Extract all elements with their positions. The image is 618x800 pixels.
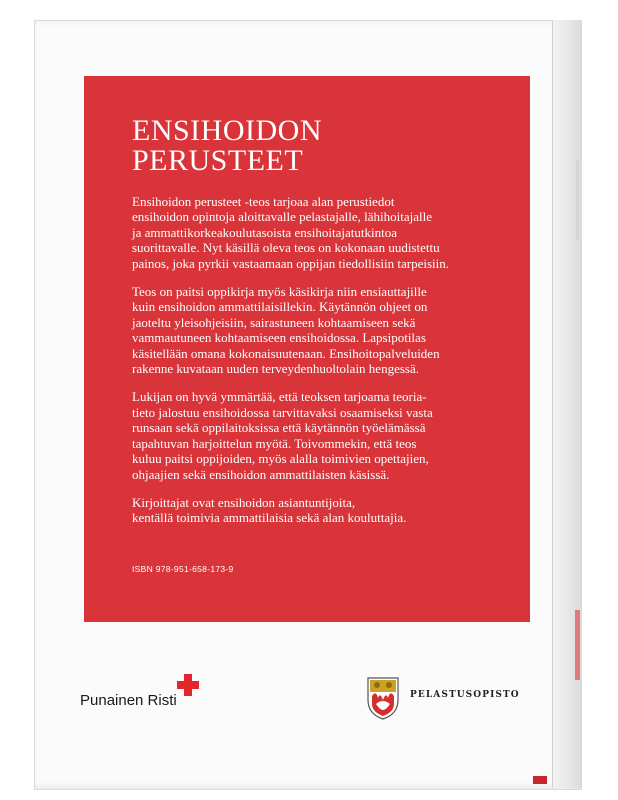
red-cross-logo bbox=[80, 674, 210, 714]
book-title bbox=[132, 116, 322, 176]
pelastusopisto-name: PELASTUSOPISTO bbox=[410, 690, 520, 700]
title-line: PERUSTEET bbox=[132, 144, 304, 177]
blurb-line: Teos on paitsi oppikirja myös käsikirja niin ensiauttajille bbox=[132, 284, 427, 300]
blurb-line: Lukijan on hyvä ymmärtää, että teoksen tarjoama teoria- bbox=[132, 389, 427, 405]
blurb-line: tieto jalostuu ensihoidossa tarvittavaksi osaamiseksi vasta bbox=[132, 404, 433, 420]
blurb-line: Ensihoidon perusteet -teos tarjoaa alan perustiedot bbox=[132, 194, 395, 209]
red-cross-name: Punainen Risti bbox=[80, 692, 177, 709]
red-text-panel bbox=[84, 76, 530, 622]
blurb-line: käsitellään omana kokonaisuutenaan. Ensihoitopalveluiden bbox=[132, 345, 440, 361]
blurb-line: tapahtuvan harjoittelun myötä. Toivommekin, että teos bbox=[132, 435, 417, 451]
spine-red-stripe bbox=[575, 610, 580, 680]
isbn: ISBN 978-951-658-173-9 bbox=[132, 564, 234, 574]
blurb-line: jaoteltu yleisohjeisiin, sairastuneen kohtaamiseen sekä bbox=[132, 314, 416, 330]
blurb-line: ensihoidon opintoja aloittavalle pelastajalle, lähihoitajalle bbox=[132, 209, 432, 225]
blurb-line: kuluu paitsi oppijoiden, myös alalla toimivien opettajien, bbox=[132, 451, 429, 467]
title-line: ENSIHOIDON bbox=[132, 114, 322, 147]
blurb-line: runsaan sekä oppilaitoksissa että käytännön työelämässä bbox=[132, 420, 426, 436]
blurb-line: kentällä toimivia ammattilaisia sekä alan kouluttajia. bbox=[132, 510, 407, 526]
blurb bbox=[132, 194, 524, 539]
blurb-line: ohjaajien sekä ensihoidon ammattilaisten käsissä. bbox=[132, 466, 390, 482]
blurb-line: painos, joka pyrkii vastaamaan oppijan tiedollisiin tarpeisiin. bbox=[132, 255, 449, 271]
blurb-line: suorittavalle. Nyt käsillä oleva teos on kokonaan uudistettu bbox=[132, 240, 440, 256]
blurb-line: rakenne kuvataan uuden terveydenhuoltolain hengessä. bbox=[132, 361, 419, 377]
blurb-paragraph bbox=[132, 284, 524, 376]
blurb-line: vammautuneen kohtaamiseen ensihoidossa. Lapsipotilas bbox=[132, 330, 426, 346]
spine-mark bbox=[576, 160, 579, 240]
blurb-line: kuin ensihoidon ammattilaisillekin. Käytännön ohjeet on bbox=[132, 299, 428, 315]
blurb-line: Kirjoittajat ovat ensihoidon asiantuntijoita, bbox=[132, 494, 356, 510]
red-cross-icon bbox=[177, 674, 199, 696]
blurb-paragraph bbox=[132, 194, 524, 271]
blurb-paragraph bbox=[132, 389, 524, 481]
pelastusopisto-logo bbox=[366, 674, 536, 722]
pelastusopisto-crest-icon bbox=[366, 674, 400, 720]
blurb-line: ja ammattikorkeakoulutasoista ensihoitajatutkintoa bbox=[132, 224, 397, 240]
red-tab bbox=[533, 776, 547, 784]
blurb-paragraph bbox=[132, 495, 524, 526]
